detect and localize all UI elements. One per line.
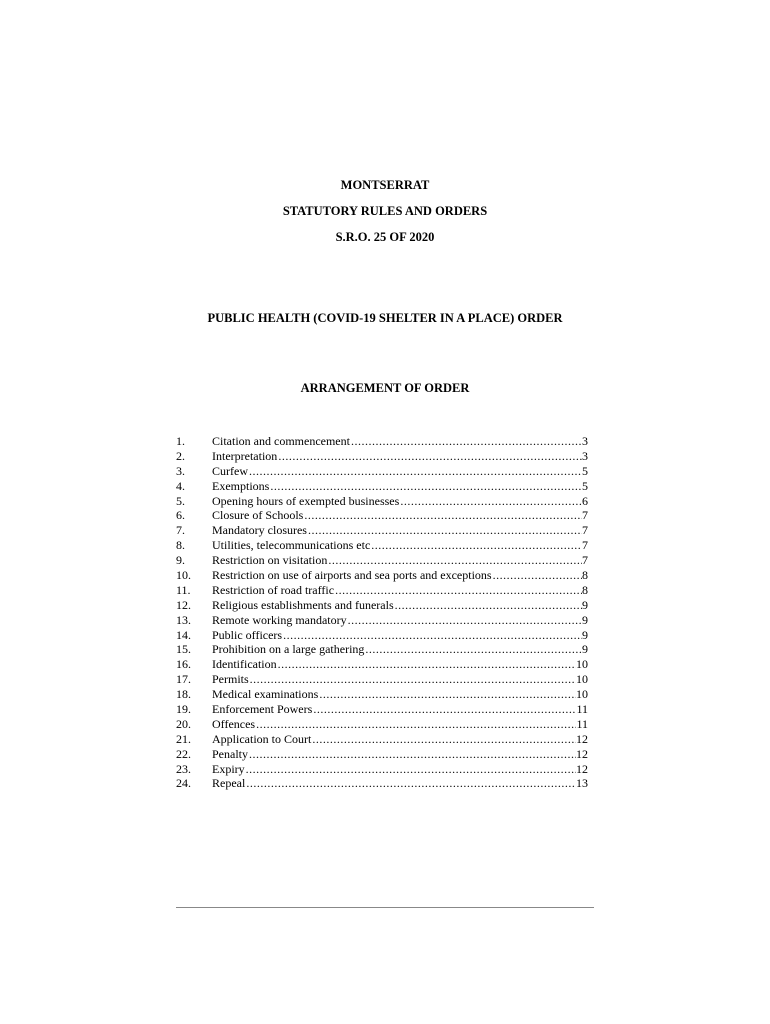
toc-entry-title: Expiry [212,761,245,776]
toc-entry-page: 11 [576,702,588,717]
toc-entry[interactable] [176,553,588,568]
toc-entry[interactable] [176,583,588,598]
toc-dot-leader [347,613,582,628]
toc-entry-page: 10 [576,657,588,672]
toc-entry-page: 6 [582,493,588,508]
order-title: PUBLIC HEALTH (COVID-19 SHELTER IN A PLACE) ORDER [207,311,563,325]
toc-entry-title: Remote working mandatory [212,612,347,627]
toc-entry-title: Prohibition on a large gathering [212,642,365,657]
toc-dot-leader [248,464,582,479]
toc-entry-title: Closure of Schools [212,508,304,523]
toc-dot-leader [277,449,582,464]
footnote-divider [176,907,594,908]
toc-entry-page: 5 [582,478,588,493]
toc-dot-leader [282,628,582,643]
toc-entry-title: Curfew [212,463,248,478]
toc-entry-page: 8 [582,568,588,583]
toc-entry[interactable] [176,613,588,628]
toc-dot-leader [350,434,582,449]
toc-entry[interactable] [176,642,588,657]
toc-entry-title: Offences [212,716,256,731]
toc-dot-leader [277,657,576,672]
toc-entry-number: 9. [176,553,185,568]
toc-entry-page: 7 [582,553,588,568]
toc-entry-page: 10 [576,672,588,687]
toc-entry[interactable] [176,747,588,762]
toc-entry[interactable] [176,434,588,449]
toc-entry[interactable] [176,776,588,791]
table-of-contents [176,434,588,791]
toc-dot-leader [399,494,582,509]
toc-entry-title: Opening hours of exempted businesses [212,493,400,508]
toc-entry-number: 19. [176,702,191,717]
toc-entry-page: 12 [576,731,588,746]
toc-entry-number: 4. [176,478,185,493]
toc-entry-title: Identification [212,657,277,672]
toc-dot-leader [311,732,576,747]
toc-entry[interactable] [176,523,588,538]
toc-dot-leader [245,776,576,791]
series-heading: STATUTORY RULES AND ORDERS [282,204,488,218]
toc-entry-title: Medical examinations [212,687,319,702]
toc-entry[interactable] [176,702,588,717]
toc-entry-title: Interpretation [212,448,278,463]
toc-entry-number: 12. [176,597,191,612]
toc-entry-number: 8. [176,538,185,553]
toc-entry-page: 7 [582,538,588,553]
toc-entry-page: 12 [576,761,588,776]
toc-entry[interactable] [176,568,588,583]
toc-entry-title: Mandatory closures [212,523,307,538]
toc-dot-leader [394,598,582,613]
toc-entry-number: 17. [176,672,191,687]
toc-entry-number: 18. [176,687,191,702]
toc-dot-leader [370,538,582,553]
toc-entry[interactable] [176,449,588,464]
toc-entry[interactable] [176,494,588,509]
toc-dot-leader [492,568,582,583]
toc-entry-page: 7 [582,508,588,523]
toc-entry-title: Utilities, telecommunications etc [212,538,371,553]
toc-entry-title: Restriction of road traffic [212,582,335,597]
toc-dot-leader [312,702,576,717]
toc-entry-number: 11. [176,582,191,597]
toc-entry-number: 13. [176,612,191,627]
toc-entry-number: 10. [176,568,191,583]
toc-entry-page: 9 [582,597,588,612]
toc-entry-number: 16. [176,657,191,672]
toc-dot-leader [364,642,582,657]
toc-dot-leader [269,479,582,494]
arrangement-heading: ARRANGEMENT OF ORDER [300,381,470,395]
toc-entry[interactable] [176,687,588,702]
toc-entry-page: 9 [582,627,588,642]
toc-entry-page: 10 [576,687,588,702]
toc-entry-title: Enforcement Powers [212,702,313,717]
toc-dot-leader [307,523,582,538]
toc-entry-number: 20. [176,716,191,731]
toc-entry-number: 14. [176,627,191,642]
toc-entry-page: 9 [582,612,588,627]
toc-dot-leader [255,717,576,732]
toc-entry-title: Repeal [212,776,246,791]
toc-entry-number: 21. [176,731,191,746]
toc-entry-number: 23. [176,761,191,776]
toc-entry-title: Religious establishments and funerals [212,597,394,612]
toc-dot-leader [327,553,582,568]
toc-entry-number: 22. [176,746,191,761]
toc-entry-title: Public officers [212,627,283,642]
order-number: S.R.O. 25 OF 2020 [335,230,435,244]
toc-entry[interactable] [176,657,588,672]
toc-dot-leader [303,508,582,523]
toc-entry-number: 15. [176,642,191,657]
toc-entry-number: 6. [176,508,185,523]
toc-entry[interactable] [176,464,588,479]
toc-entry-title: Exemptions [212,478,270,493]
toc-dot-leader [249,672,576,687]
toc-entry-page: 9 [582,642,588,657]
toc-entry-page: 11 [576,716,588,731]
territory-heading: MONTSERRAT [340,178,430,192]
toc-entry-number: 5. [176,493,185,508]
toc-dot-leader [334,583,582,598]
toc-entry[interactable] [176,598,588,613]
toc-entry[interactable] [176,508,588,523]
toc-dot-leader [318,687,576,702]
toc-entry-page: 7 [582,523,588,538]
toc-entry-page: 3 [582,434,588,448]
toc-entry-title: Application to Court [212,731,312,746]
toc-dot-leader [245,762,576,777]
toc-dot-leader [248,747,576,762]
toc-entry[interactable] [176,479,588,494]
toc-entry-number: 3. [176,463,185,478]
toc-entry-page: 8 [582,582,588,597]
toc-entry-number: 24. [176,776,191,791]
toc-entry-title: Penalty [212,746,248,761]
toc-entry[interactable] [176,672,588,687]
toc-entry-number: 7. [176,523,185,538]
toc-entry-page: 13 [576,776,588,791]
toc-entry[interactable] [176,717,588,732]
toc-entry-page: 3 [582,448,588,463]
toc-entry-page: 12 [576,746,588,761]
toc-entry-page: 5 [582,463,588,478]
toc-entry-number: 2. [176,448,185,463]
toc-entry-title: Citation and commencement [212,434,350,448]
toc-entry-title: Permits [212,672,249,687]
toc-entry-number: 1. [176,434,185,448]
toc-entry-title: Restriction on use of airports and sea ports and exceptions [212,568,492,583]
toc-entry[interactable] [176,762,588,777]
toc-entry[interactable] [176,732,588,747]
toc-entry-title: Restriction on visitation [212,553,328,568]
toc-entry[interactable] [176,538,588,553]
toc-entry[interactable] [176,628,588,643]
